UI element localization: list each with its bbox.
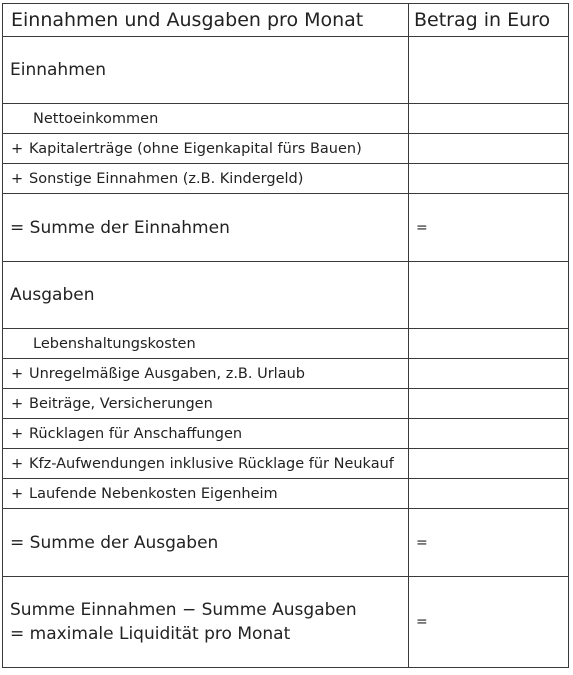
header-row — [3, 4, 569, 37]
expenses-section-title: Ausgaben — [3, 262, 409, 329]
row-label: Kfz-Aufwendungen inklusive Rücklage für Neukauf — [29, 455, 394, 472]
plus-sign: + — [11, 365, 24, 382]
budget-table — [2, 3, 569, 668]
income-sum-label: = Summe der Einnahmen — [3, 194, 409, 262]
table-row — [3, 479, 569, 509]
income-section-row — [3, 37, 569, 104]
table-row — [3, 329, 569, 359]
row-amount — [409, 359, 569, 389]
income-sum-row — [3, 194, 569, 262]
row-amount — [409, 419, 569, 449]
row-amount — [409, 329, 569, 359]
income-section-amount — [409, 37, 569, 104]
liquidity-label — [3, 577, 409, 668]
liquidity-value: = — [409, 577, 569, 668]
plus-sign: + — [11, 455, 24, 472]
row-label: Beiträge, Versicherungen — [29, 395, 213, 412]
header-amount: Betrag in Euro — [409, 4, 569, 37]
row-label: Unregelmäßige Ausgaben, z.B. Urlaub — [29, 365, 305, 382]
expenses-sum-value: = — [409, 509, 569, 577]
table-row — [3, 419, 569, 449]
plus-sign: + — [11, 170, 24, 187]
expenses-section-row — [3, 262, 569, 329]
income-section-title: Einnahmen — [3, 37, 409, 104]
expenses-sum-label: = Summe der Ausgaben — [3, 509, 409, 577]
expenses-section-amount — [409, 262, 569, 329]
plus-sign: + — [11, 425, 24, 442]
row-amount — [409, 389, 569, 419]
plus-sign: + — [11, 485, 24, 502]
row-label: Lebenshaltungskosten — [3, 329, 409, 359]
liquidity-label-line2: = maximale Liquidität pro Monat — [10, 624, 291, 644]
table-row — [3, 104, 569, 134]
income-sum-value: = — [409, 194, 569, 262]
row-label: Nettoeinkommen — [3, 104, 409, 134]
plus-sign: + — [11, 395, 24, 412]
row-amount — [409, 164, 569, 194]
table-row — [3, 164, 569, 194]
plus-sign: + — [11, 140, 24, 157]
row-amount — [409, 134, 569, 164]
liquidity-row — [3, 577, 569, 668]
row-amount — [409, 479, 569, 509]
row-amount — [409, 449, 569, 479]
row-amount — [409, 104, 569, 134]
header-description: Einnahmen und Ausgaben pro Monat — [3, 4, 409, 37]
table-row — [3, 359, 569, 389]
row-label: Sonstige Einnahmen (z.B. Kindergeld) — [29, 170, 304, 187]
liquidity-label-line1: Summe Einnahmen − Summe Ausgaben — [10, 600, 357, 620]
row-label: Rücklagen für Anschaffungen — [29, 425, 243, 442]
table-row — [3, 389, 569, 419]
expenses-sum-row — [3, 509, 569, 577]
row-label: Kapitalerträge (ohne Eigenkapital fürs Bauen) — [29, 140, 362, 157]
row-label: Laufende Nebenkosten Eigenheim — [29, 485, 278, 502]
table-row — [3, 134, 569, 164]
table-row — [3, 449, 569, 479]
